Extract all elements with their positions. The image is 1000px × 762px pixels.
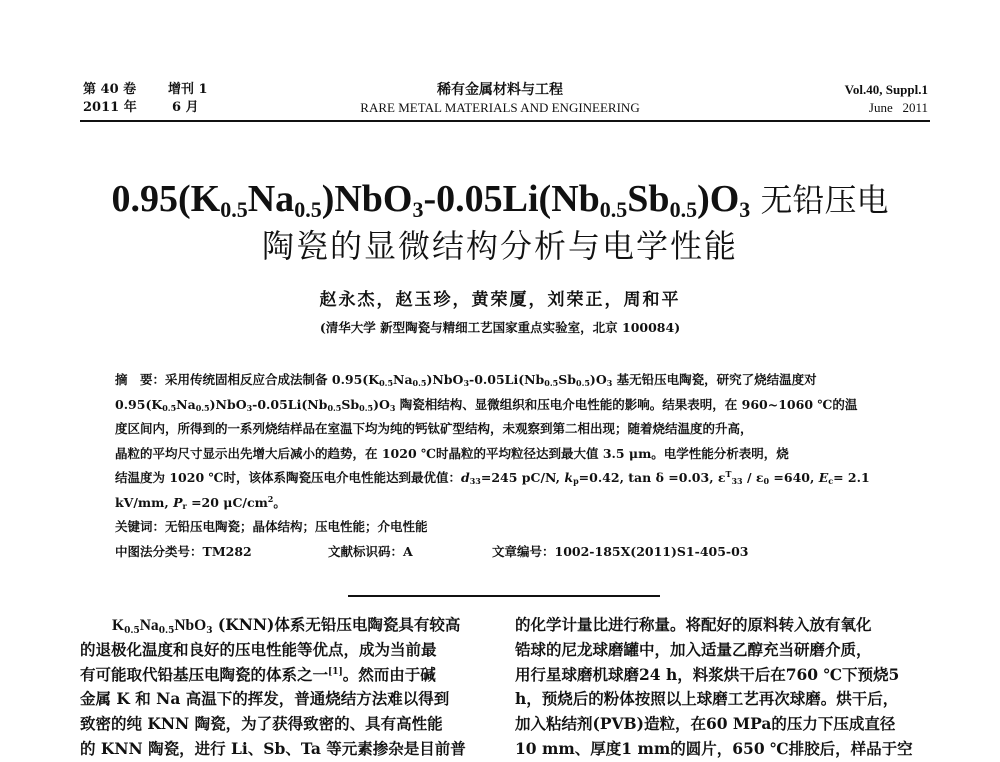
sub: 0.5 [158, 626, 175, 636]
title-cn-suffix: 无铅压电 [750, 181, 889, 219]
sub: p [573, 476, 579, 486]
sup: 2 [267, 493, 274, 504]
symbol-pr: P [173, 494, 183, 510]
sub: 33 [731, 476, 743, 486]
body-text: K [112, 617, 125, 634]
keywords-value: 无铅压电陶瓷；晶体结构；压电性能；介电性能 [165, 519, 428, 534]
volume-number: 第 40 卷 [83, 82, 137, 97]
body-text: NbO [174, 617, 207, 634]
abstract-text: Na [393, 372, 413, 387]
classification-row [115, 540, 925, 565]
title-sub: 0.5 [220, 197, 248, 222]
title-sub: 0.5 [294, 197, 322, 222]
abstract-text: -0.05Li(Nb [252, 396, 328, 412]
title-text: Sb [627, 178, 670, 220]
sub: r [182, 500, 187, 511]
abstract-text: 0.95(K [115, 396, 163, 412]
sub: 0.5 [124, 626, 140, 636]
abstract-text: 结温度为 1020 ℃时，该体系陶瓷压电介电性能达到最优值： [115, 470, 461, 485]
sub: 0.5 [195, 402, 210, 413]
abstract [115, 368, 925, 564]
abstract-text: 。 [273, 494, 286, 510]
title-sub: 3 [739, 197, 751, 222]
value-pr: =20 μC/cm [186, 494, 268, 510]
abstract-text: )O [373, 396, 390, 412]
sub: 0.5 [379, 378, 394, 388]
title-text: )NbO [321, 178, 413, 220]
article-id-field [492, 540, 749, 565]
body-text: 有可能取代铅基压电陶瓷的体系之一 [80, 664, 329, 684]
journal-title-cn: 稀有金属材料与工程 [437, 82, 563, 98]
body-text: 。然而由于碱 [342, 664, 436, 684]
body-left-column [80, 613, 505, 762]
body-line: 用行星球磨机球磨24 h，料浆烘干后在760 ℃下预烧5 [515, 664, 900, 684]
body-text: Na [139, 617, 159, 634]
keywords-row [115, 515, 925, 540]
value-eps: =640, [769, 470, 819, 485]
value-d33: =245 pC/N, [480, 470, 565, 485]
abstract-line [115, 491, 925, 516]
paper-title-line1 [0, 178, 1000, 221]
body-line: 的 KNN 陶瓷，进行 Li、Sb、Ta 等元素掺杂是目前普 [80, 738, 466, 758]
clc-field [115, 540, 252, 565]
body-text: (KNN)体系无铅压电陶瓷具有较高 [212, 615, 461, 634]
value-kp-tan: =0.42, tan δ =0.03, ε [578, 470, 726, 485]
affiliation: (清华大学 新型陶瓷与精细工艺国家重点实验室，北京 100084) [319, 320, 681, 335]
header-rule [80, 120, 930, 122]
sub: 3 [246, 402, 253, 413]
sub: 0 [763, 476, 770, 486]
body-line [80, 613, 505, 638]
abstract-text: kV/mm, [115, 494, 174, 510]
title-text: Na [247, 178, 295, 220]
body-line [80, 663, 505, 688]
journal-title-en: RARE METAL MATERIALS AND ENGINEERING [360, 100, 640, 115]
sub: 0.5 [327, 402, 342, 413]
citation-ref[interactable]: [1] [328, 666, 343, 677]
body-right-column [515, 613, 940, 762]
symbol-kp: k [564, 470, 574, 485]
volume-en: Vol.40, Suppl.1 [844, 82, 928, 97]
symbol-ec: E [818, 470, 829, 485]
body-line: 锆球的尼龙球磨罐中，加入适量乙醇充当研磨介质， [515, 639, 872, 659]
abstract-text: )O [589, 372, 607, 387]
abstract-text: )NbO [426, 372, 464, 387]
sub: 0.5 [544, 378, 559, 388]
sub: 3 [606, 378, 613, 388]
doc-code-field [328, 540, 413, 565]
sub: 3 [463, 378, 470, 388]
body-line: 致密的纯 KNN 陶瓷，为了获得致密的、具有高性能 [80, 714, 443, 734]
body-line: 加入粘结剂(PVB)造粒，在60 MPa的压力下压成直径 [515, 714, 896, 734]
sub: 0.5 [412, 378, 427, 388]
sup: T [725, 469, 732, 479]
abstract-text: 采用传统固相反应合成法制备 0.95(K [165, 372, 380, 387]
article-id-value: 1002-185X(2011)S1-405-03 [554, 543, 749, 559]
title-sub: 3 [412, 197, 424, 222]
paper-title-line2: 陶瓷的显微结构分析与电学性能 [261, 227, 738, 265]
abstract-text: 陶瓷相结构、显微组织和压电介电性能的影响。结果表明，在 960~1060 ℃的温 [395, 396, 858, 412]
symbol-d33: d [460, 470, 470, 485]
abstract-line [115, 393, 925, 418]
sub: 0.5 [162, 402, 177, 413]
abstract-label: 摘 要： [115, 372, 166, 387]
abstract-text: 基无铅压电陶瓷，研究了烧结温度对 [612, 372, 817, 387]
body-line: 的化学计量比进行称量。将配好的原料转入放有氧化 [515, 615, 872, 634]
sub: c [828, 476, 834, 486]
abstract-text: )NbO [209, 396, 247, 412]
clc-label: 中图法分类号： [115, 543, 203, 559]
author-list: 赵永杰，赵玉珍，黄荣厦，刘荣正，周和平 [319, 290, 681, 310]
abstract-line: 度区间内，所得到的一系列烧结样品在室温下均为纯的钙钛矿型结构，未观察到第二相出现；随着烧结温度的升高， [115, 421, 753, 436]
doc-code-value: A [403, 543, 413, 559]
date-en: June 2011 [868, 100, 928, 115]
sub: 3 [206, 626, 213, 636]
title-text: 0.95(K [111, 178, 221, 220]
body-line: h，预烧后的粉体按照以上球磨工艺再次球磨。烘干后， [515, 689, 899, 709]
abstract-text: Sb [341, 396, 360, 412]
abstract-line: 晶粒的平均尺寸显示出先增大后减小的趋势，在 1020 ℃时晶粒的平均粒径达到最大值 3.5 μm。电学性能分析表明，烧 [115, 445, 789, 461]
body-line: 的退极化温度和良好的压电性能等优点，成为当前最 [80, 639, 437, 659]
title-text: -0.05Li(Nb [423, 178, 600, 220]
article-id-label: 文章编号： [492, 543, 555, 559]
abstract-text: -0.05Li(Nb [469, 372, 545, 387]
issue-number: 增刊 1 [168, 82, 208, 97]
publication-month: 6 月 [172, 100, 199, 115]
body-line: 10 mm、厚度1 mm的圆片，650 ℃排胶后，样品于空 [515, 738, 913, 758]
abstract-text: Sb [558, 372, 576, 387]
title-text: )O [697, 178, 740, 220]
sub: 3 [389, 402, 396, 413]
title-sub: 0.5 [669, 197, 698, 222]
body-line: 金属 K 和 Na 高温下的挥发，普通烧结方法难以得到 [80, 689, 450, 709]
keywords-label: 关键词： [115, 519, 166, 534]
sub: 0.5 [359, 402, 374, 413]
section-divider [348, 595, 660, 597]
publication-year: 2011 年 [83, 100, 137, 115]
sub: 33 [469, 476, 481, 486]
abstract-text: / ε [742, 470, 764, 485]
abstract-text: Na [176, 396, 196, 412]
title-sub: 0.5 [599, 197, 628, 222]
abstract-line [115, 368, 925, 393]
clc-value: TM282 [202, 543, 252, 559]
sub: 0.5 [576, 378, 590, 388]
doc-code-label: 文献标识码： [328, 543, 404, 559]
abstract-line [115, 466, 925, 491]
value-ec: = 2.1 [833, 470, 870, 485]
